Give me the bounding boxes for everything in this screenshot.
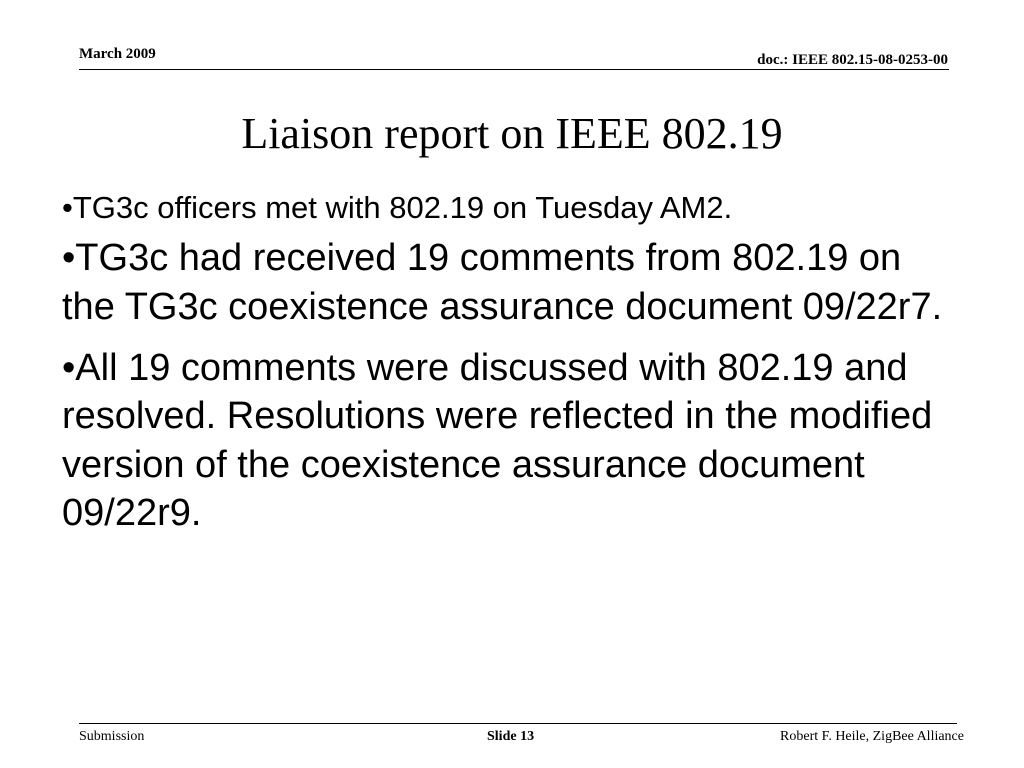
bullet-comments-resolved: •All 19 comments were discussed with 802.19 and resolved. Resolutions were reflected in the modified version of the coexistence assurance document 09/22r9. — [62, 346, 933, 535]
bullet-officers-met: •TG3c officers met with 802.19 on Tuesday AM2. — [62, 190, 733, 225]
slide-content — [62, 190, 962, 538]
bullet-comments-received: •TG3c had received 19 comments from 802.19 on the TG3c coexistence assurance document 09/22r7. — [62, 237, 943, 328]
footer-slide-number: Slide 13 — [487, 729, 535, 744]
footer-divider — [79, 723, 957, 724]
slide-title: Liaison report on IEEE 802.19 — [241, 109, 783, 158]
footer-author: Robert F. Heile, ZigBee Alliance — [780, 729, 964, 744]
header-divider — [79, 69, 949, 70]
footer-submission: Submission — [79, 729, 145, 744]
header-date: March 2009 — [79, 46, 156, 62]
header-doc-id: doc.: IEEE 802.15-08-0253-00 — [757, 52, 948, 68]
